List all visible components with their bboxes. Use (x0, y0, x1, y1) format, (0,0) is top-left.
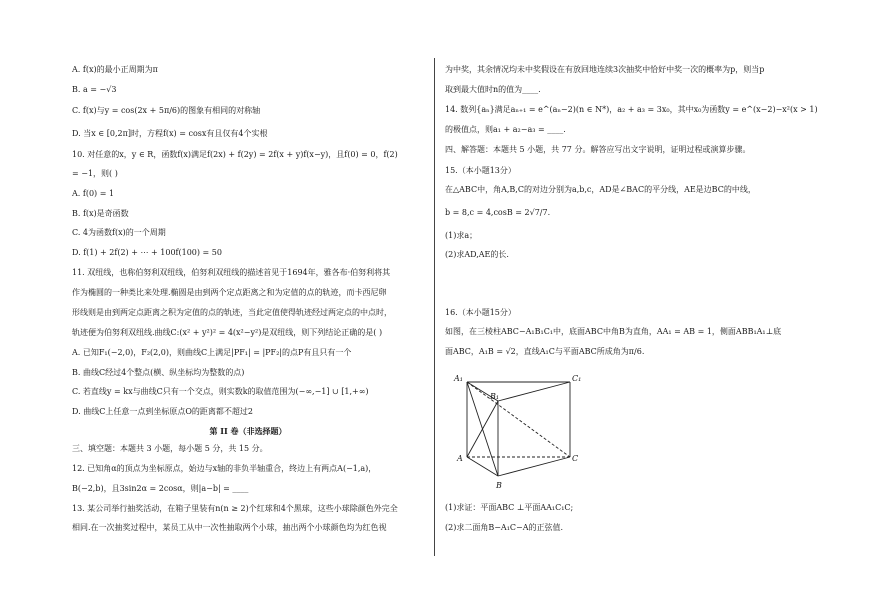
question-10-option-c: C. 4为函数f(x)的一个周期 (72, 228, 166, 237)
question-10-stem-cont: = −1，则( ) (72, 169, 118, 178)
question-16-part-2: (2)求二面角B−A₁C−A的正弦值. (445, 523, 564, 532)
option-a: A. f(x)的最小正周期为π (72, 65, 158, 74)
label-c: C (572, 454, 579, 463)
label-a1: A₁ (454, 374, 463, 383)
question-11-stem-2: 作为椭圆的一种类比来处理.椭圆是由到两个定点距离之和为定值的点的轨迹，而卡西尼卵 (72, 288, 387, 297)
question-10-option-b: B. f(x)是奇函数 (72, 209, 129, 218)
section-3-heading: 三、填空题：本题共 3 小题，每小题 5 分，共 15 分。 (72, 444, 268, 453)
question-15-part-2: (2)求AD,AE的长. (445, 250, 509, 259)
question-11-option-a: A. 已知F₁(−2,0)，F₂(2,0)，则曲线C上满足|PF₁| = |PF₂|的点P有且只有一个 (72, 348, 352, 357)
question-11-stem: 11. 双纽线，也称伯努利双纽线，伯努利双纽线的描述首见于1694年，雅各布·伯努利将其 (72, 268, 391, 277)
question-10-option-d: D. f(1) + 2f(2) + ⋯ + 100f(100) = 50 (72, 248, 222, 257)
question-13-stem-4: 取到最大值时n的值为____. (445, 85, 541, 94)
question-11-option-b: B. 曲线C经过4个整点(横、纵坐标均为整数的点) (72, 368, 245, 377)
question-13-stem: 13. 某公司举行抽奖活动，在箱子里装有n(n ≥ 2)个红球和4个黑球，这些小球除颜色外完全 (72, 504, 398, 513)
question-13-stem-2: 相同.在一次抽奖过程中，某员工从中一次性抽取两个小球，抽出两个小球颜色均为红色视 (72, 523, 387, 532)
question-11-option-d: D. 曲线C上任意一点到坐标原点O的距离都不超过2 (72, 407, 253, 416)
column-divider (434, 58, 435, 556)
segment-a-b1 (467, 401, 498, 457)
label-c1: C₁ (572, 374, 582, 383)
question-11-stem-3: 形线则是由到两定点距离之积为定值的点的轨迹，当此定值使得轨迹经过两定点的中点时， (72, 308, 392, 317)
question-12-stem: 12. 已知角α的顶点为坐标原点，始边与x轴的非负半轴重合，终边上有两点A(−1,a)， (72, 464, 377, 473)
question-16-stem-2: 面ABC，A₁B = √2，直线A₁C与平面ABC所成角为π/6. (445, 347, 645, 356)
question-13-stem-3: 为中奖，其余情况均未中奖假设在有放回地连续3次抽奖中恰好中奖一次的概率为p，则当p (445, 65, 765, 74)
option-b: B. a = −√3 (72, 85, 117, 94)
option-d: D. 当x ∈ [0,2π]时，方程f(x) = cosx有且仅有4个实根 (72, 129, 268, 138)
prism-figure (453, 372, 582, 497)
question-15-stem-2: b = 8,c = 4,cosB = 2√7/7. (445, 208, 551, 217)
edge-b-c (498, 457, 570, 476)
question-11-option-c: C. 若直线y = kx与曲线C只有一个交点，则实数k的取值范围为(−∞,−1] ∪ [1,+∞) (72, 387, 369, 396)
question-11-stem-4: 轨迹便为伯努利双纽线.曲线C:(x² + y²)² = 4(x²−y²)是双纽线，则下列结论正确的是( ) (72, 328, 383, 337)
question-14-stem-2: 的极值点，则a₁ + a₂−a₃ = ____. (445, 125, 566, 134)
label-b1: B₁ (490, 392, 500, 401)
question-16-stem: 如图，在三棱柱ABC−A₁B₁C₁中，底面ABC中角B为直角，AA₁ = AB = 1，侧面ABB₁A₁⊥底 (445, 327, 782, 336)
question-14-stem: 14. 数列{aₙ}满足aₙ₊₁ = e^(aₙ−2)(n ∈ N*)，a₂ + a₃ = 3x₀，其中x₀为函数y = e^(x−2)−x²(x > 1) (445, 105, 818, 114)
segment-a1-c-hidden (467, 382, 570, 457)
label-b: B (496, 481, 502, 490)
question-12-stem-2: B(−2,b)，且3sin2α = 2cosα，则|a−b| = ____ (72, 484, 249, 493)
question-10-option-a: A. f(0) = 1 (72, 189, 115, 198)
label-a: A (457, 454, 463, 463)
question-10-stem: 10. 对任意的x，y ∈ R，函数f(x)满足f(2x) + f(2y) = 2f(x + y)f(x−y)，且f(0) = 0，f(2) (72, 150, 398, 159)
question-15-part-1: (1)求a； (445, 231, 478, 240)
option-c: C. f(x)与y = cos(2x + 5π/6)的图象有相同的对称轴 (72, 106, 261, 115)
question-16-part-1: (1)求证：平面ABC ⊥平面AA₁C₁C; (445, 503, 574, 512)
part-2-title: 第 II 卷（非选择题） (209, 426, 287, 436)
question-16-title: 16.（本小题15分） (445, 308, 516, 317)
question-15-stem: 在△ABC中，角A,B,C的对边分别为a,b,c，AD是∠BAC的平分线，AE是边BC的中线， (445, 185, 756, 194)
section-4-heading: 四、解答题：本题共 5 小题，共 77 分。解答应写出文字说明，证明过程或演算步骤。 (445, 145, 751, 154)
question-15-title: 15.（本小题13分） (445, 166, 516, 175)
edge-a-b (467, 457, 498, 476)
edge-b1-c1 (498, 382, 570, 401)
